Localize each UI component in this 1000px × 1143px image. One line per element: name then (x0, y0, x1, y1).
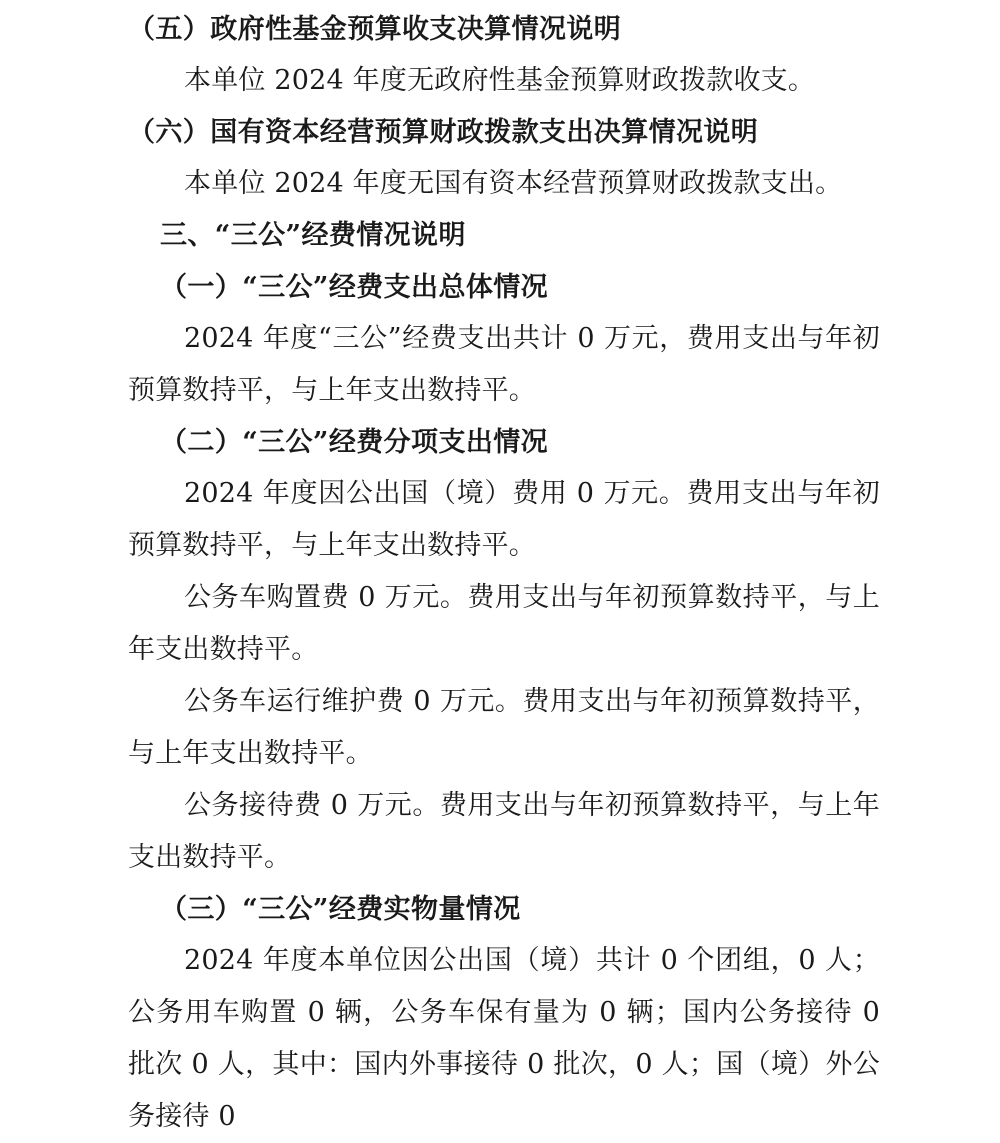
section-six-paragraph: 本单位 2024 年度无国有资本经营预算财政拨款支出。 (184, 168, 843, 199)
subsection-three-paragraph: 2024 年度本单位因公出国（境）共计 0 个团组，0 人；公务用车购置 0 辆，公务车保有量为 0 辆；国内公务接待 0 批次 0 人，其中：国内外事接待 0 批次，0 人；国（境）外公务接待 0 (128, 945, 880, 1132)
section-five-paragraph: 本单位 2024 年度无政府性基金预算财政拨款收支。 (184, 65, 816, 96)
section-heading-three-sangong: 三、“三公”经费情况说明 (160, 220, 466, 251)
document-body (128, 4, 880, 1143)
subsection-two-paragraph-vehicle-maintenance: 公务车运行维护费 0 万元。费用支出与年初预算数持平，与上年支出数持平。 (128, 686, 880, 769)
subsection-heading-two: （二）“三公”经费分项支出情况 (160, 427, 549, 458)
subsection-two-paragraph-abroad: 2024 年度因公出国（境）费用 0 万元。费用支出与年初预算数持平，与上年支出数持平。 (128, 478, 880, 561)
section-heading-five: （五）政府性基金预算收支决算情况说明 (128, 14, 622, 45)
subsection-one-paragraph: 2024 年度“三公”经费支出共计 0 万元，费用支出与年初预算数持平，与上年支出数持平。 (128, 323, 880, 406)
subsection-two-paragraph-reception: 公务接待费 0 万元。费用支出与年初预算数持平，与上年支出数持平。 (128, 790, 880, 873)
subsection-two-paragraph-vehicle-purchase: 公务车购置费 0 万元。费用支出与年初预算数持平，与上年支出数持平。 (128, 582, 880, 665)
subsection-heading-one: （一）“三公”经费支出总体情况 (160, 272, 549, 303)
section-heading-six: （六）国有资本经营预算财政拨款支出决算情况说明 (128, 117, 759, 148)
subsection-heading-three: （三）“三公”经费实物量情况 (160, 894, 521, 925)
